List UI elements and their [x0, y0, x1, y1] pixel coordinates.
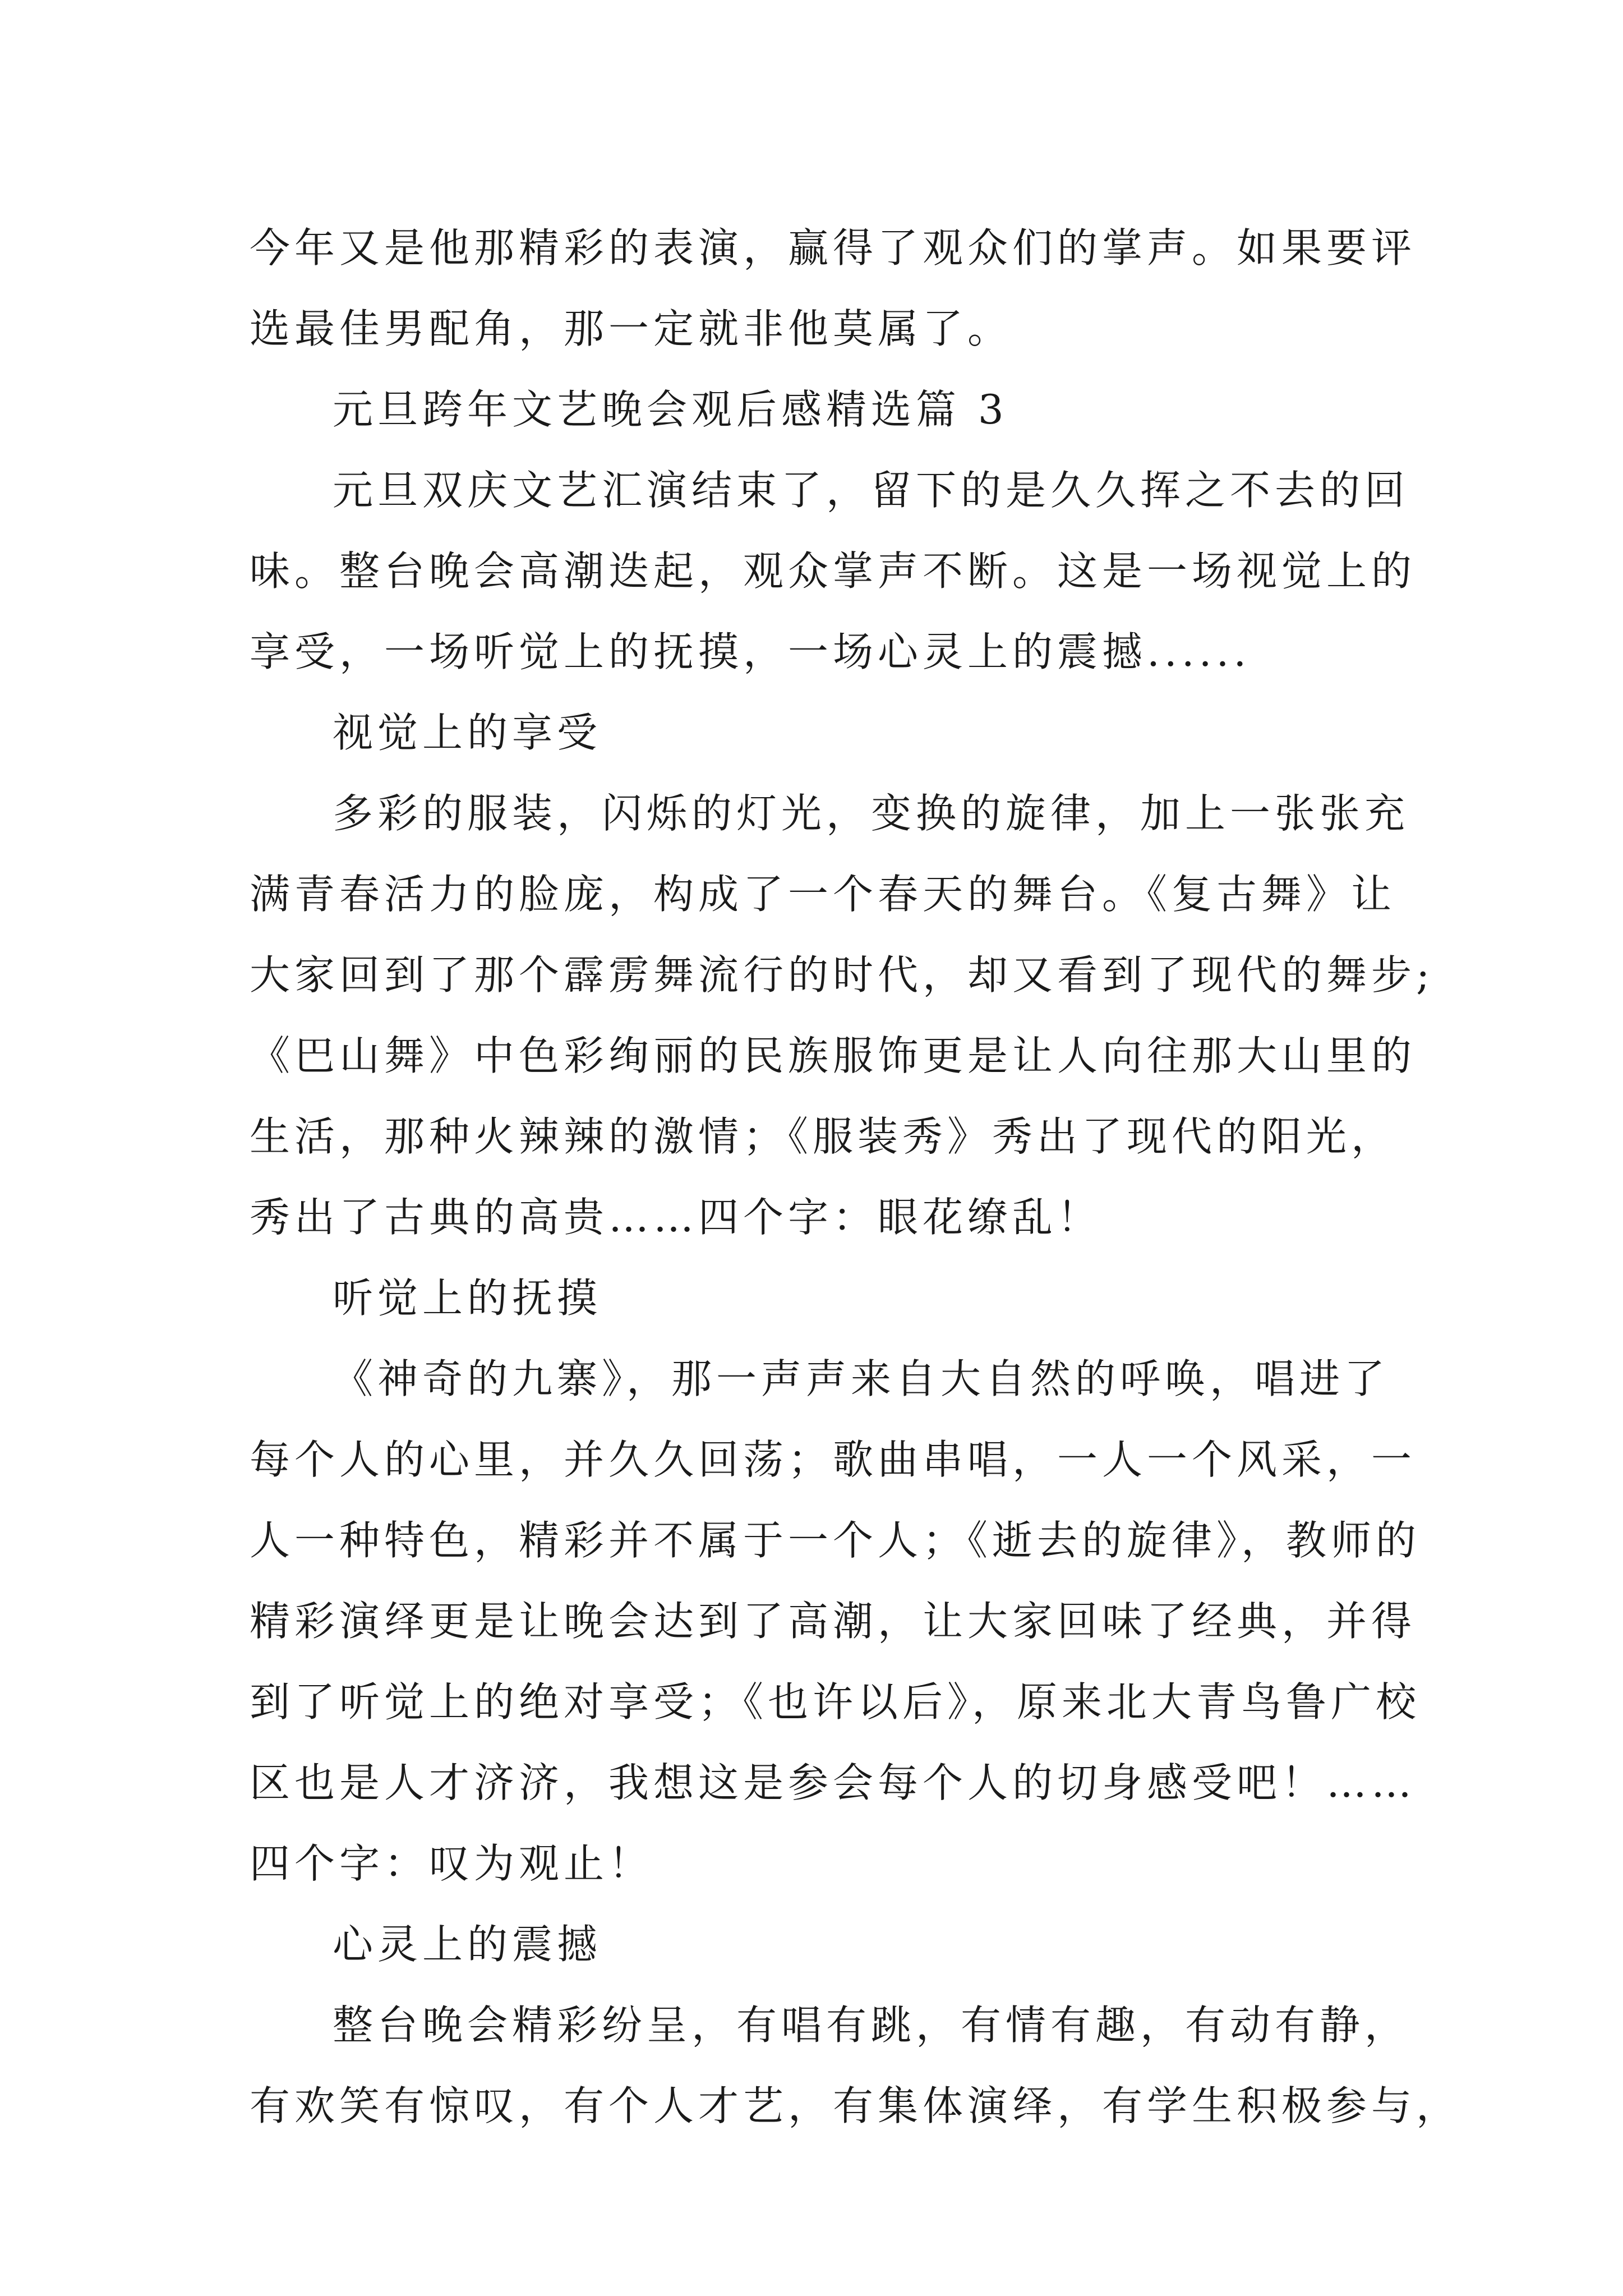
paragraph-line: 多彩的服装，闪烁的灯光，变换的旋律，加上一张张充 [333, 790, 1410, 837]
paragraph-line: 人一种特色，精彩并不属于一个人；《逝去的旋律》，教师的 [250, 1517, 1421, 1564]
paragraph-line: 生活，那种火辣辣的激情；《服装秀》秀出了现代的阳光， [250, 1113, 1396, 1160]
paragraph-line: 精彩演绎更是让晚会达到了高潮，让大家回味了经典，并得 [250, 1598, 1417, 1645]
subheading: 心灵上的震撼 [333, 1921, 602, 1968]
subheading: 视觉上的享受 [333, 709, 602, 756]
paragraph-line: 到了听觉上的绝对享受；《也许以后》，原来北大青鸟鲁广校 [250, 1678, 1421, 1726]
paragraph-line: 元旦双庆文艺汇演结束了，留下的是久久挥之不去的回 [333, 467, 1410, 514]
document-body [250, 208, 1461, 2146]
paragraph-line: 《神奇的九寨》，那一声声来自大自然的呼唤，唱进了 [333, 1355, 1390, 1402]
paragraph-line: 秀出了古典的高贵……四个字：眼花缭乱！ [250, 1194, 1103, 1241]
paragraph-line: 享受，一场听觉上的抚摸，一场心灵上的震撼...... [250, 628, 1251, 675]
paragraph-line: 四个字：叹为观止！ [250, 1840, 654, 1887]
paragraph-line: 《巴山舞》中色彩绚丽的民族服饰更是让人向往那大山里的 [250, 1032, 1417, 1079]
paragraph-line: 区也是人才济济，我想这是参会每个人的切身感受吧！…… [250, 1759, 1417, 1806]
paragraph-line: 味。整台晚会高潮迭起，观众掌声不断。这是一场视觉上的 [250, 547, 1417, 595]
paragraph-line: 大家回到了那个霹雳舞流行的时代，却又看到了现代的舞步; [250, 951, 1435, 999]
paragraph-line: 有欢笑有惊叹，有个人才艺，有集体演绎，有学生积极参与， [250, 2082, 1461, 2129]
paragraph-line: 每个人的心里，并久久回荡；歌曲串唱，一人一个风采，一 [250, 1436, 1417, 1483]
section-heading: 元旦跨年文艺晚会观后感精选篇 3 [333, 386, 1008, 433]
paragraph-line: 整台晚会精彩纷呈，有唱有跳，有情有趣，有动有静， [333, 2001, 1410, 2049]
subheading: 听觉上的抚摸 [333, 1274, 602, 1322]
paragraph-line: 满青春活力的脸庞，构成了一个春天的舞台。《复古舞》让 [250, 871, 1396, 918]
paragraph-line: 今年又是他那精彩的表演，赢得了观众们的掌声。如果要评 [250, 224, 1417, 272]
paragraph-line: 选最佳男配角，那一定就非他莫属了。 [250, 305, 1013, 352]
